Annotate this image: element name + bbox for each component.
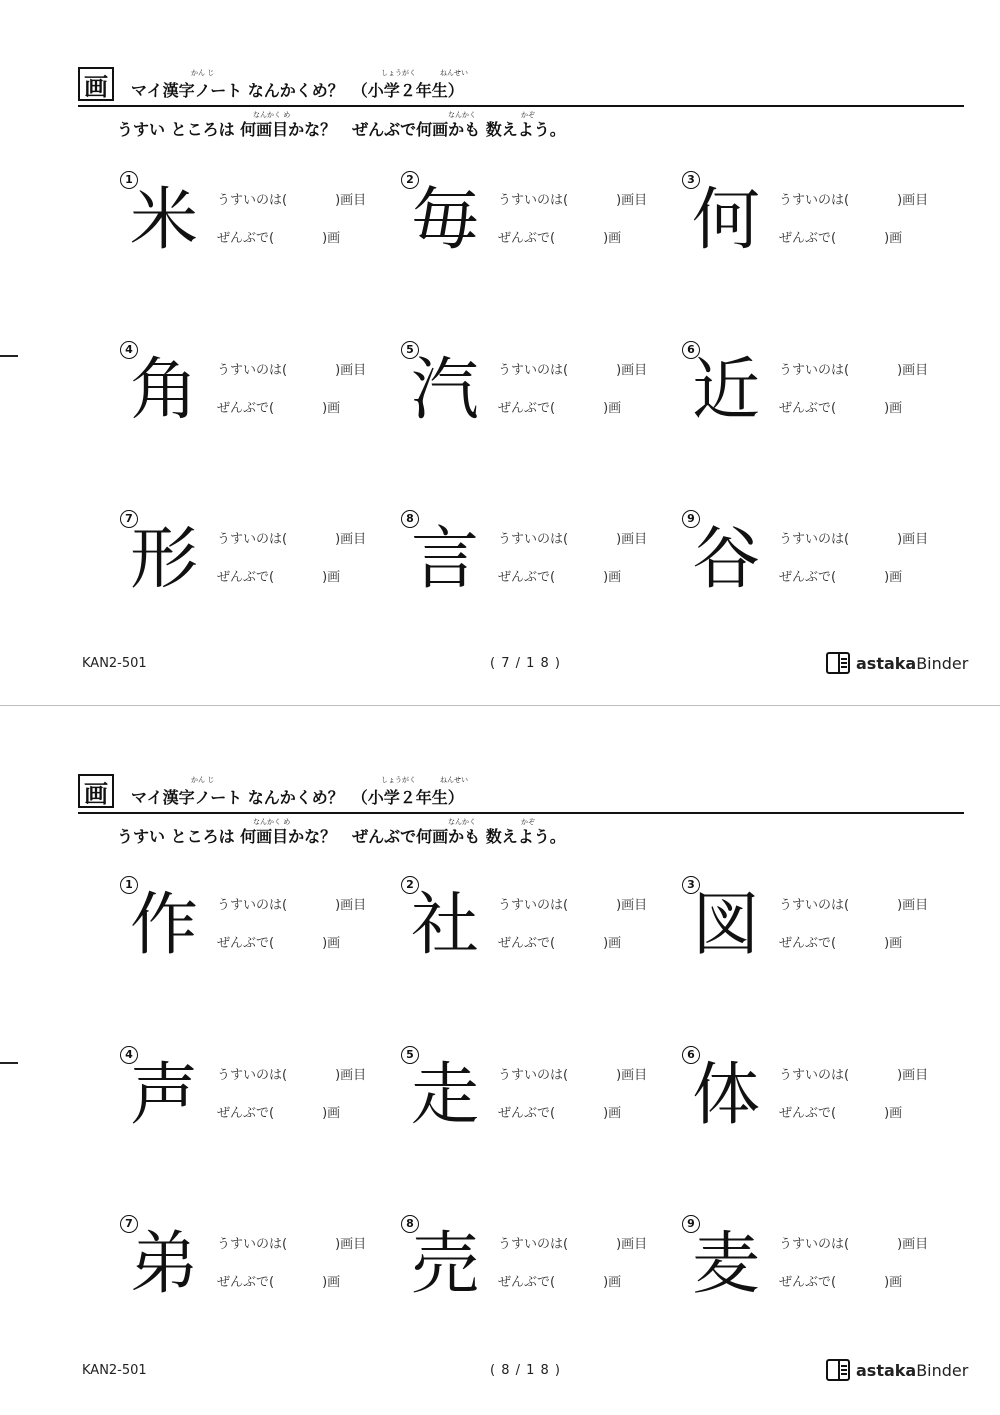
kanji-character: 図 bbox=[692, 886, 761, 965]
kanji-character: 形 bbox=[130, 520, 199, 599]
total-stroke-line: ぜんぶで( )画 bbox=[498, 401, 622, 416]
ruby-kanji: かん じ bbox=[191, 69, 215, 77]
ruby-nankaku: なんかく bbox=[448, 818, 476, 826]
item-number: 7 bbox=[120, 1215, 138, 1233]
worksheet-page-7 bbox=[0, 0, 1000, 705]
thin-stroke-line: うすいのは( )画目 bbox=[779, 1237, 929, 1252]
kanji-item bbox=[120, 341, 380, 451]
kanji-item bbox=[401, 1215, 661, 1325]
instruction-part1: うすい ところは 何画目かな？ bbox=[117, 120, 337, 139]
worksheet-code: KAN2-501 bbox=[82, 656, 147, 671]
kanji-character: 米 bbox=[130, 181, 199, 260]
total-stroke-line: ぜんぶで( )画 bbox=[779, 936, 903, 951]
total-stroke-line: ぜんぶで( )画 bbox=[779, 231, 903, 246]
item-number: 2 bbox=[401, 876, 419, 894]
total-stroke-line: ぜんぶで( )画 bbox=[779, 1275, 903, 1290]
thin-stroke-line: うすいのは( )画目 bbox=[498, 363, 648, 378]
total-stroke-line: ぜんぶで( )画 bbox=[498, 231, 622, 246]
item-number: 4 bbox=[120, 1046, 138, 1064]
kanji-character: 汽 bbox=[411, 351, 480, 430]
ruby-shougaku: しょうがく bbox=[381, 69, 416, 77]
kanji-item bbox=[120, 1046, 380, 1156]
thin-stroke-line: うすいのは( )画目 bbox=[217, 532, 367, 547]
thin-stroke-line: うすいのは( )画目 bbox=[498, 1068, 648, 1083]
page-title bbox=[131, 78, 464, 101]
thin-stroke-line: うすいのは( )画目 bbox=[217, 363, 367, 378]
kaku-logo: 画 bbox=[78, 774, 114, 808]
kanji-item bbox=[682, 171, 942, 281]
kanji-item bbox=[120, 171, 380, 281]
page-title bbox=[131, 785, 464, 808]
ruby-kanji: かん じ bbox=[191, 776, 215, 784]
brand-name: astakaBinder bbox=[856, 653, 969, 673]
item-number: 1 bbox=[120, 171, 138, 189]
ruby-kazo: かぞ bbox=[521, 111, 535, 119]
total-stroke-line: ぜんぶで( )画 bbox=[779, 570, 903, 585]
grade-text: （小学２年生） bbox=[351, 81, 464, 100]
total-stroke-line: ぜんぶで( )画 bbox=[779, 401, 903, 416]
thin-stroke-line: うすいのは( )画目 bbox=[217, 1237, 367, 1252]
item-number: 5 bbox=[401, 341, 419, 359]
ruby-kazo: かぞ bbox=[521, 818, 535, 826]
instruction bbox=[117, 117, 566, 140]
kaku-logo: 画 bbox=[78, 67, 114, 101]
thin-stroke-line: うすいのは( )画目 bbox=[779, 1068, 929, 1083]
kanji-item bbox=[401, 1046, 661, 1156]
kanji-item bbox=[120, 1215, 380, 1325]
brand-logo bbox=[826, 1359, 968, 1381]
thin-stroke-line: うすいのは( )画目 bbox=[498, 898, 648, 913]
kanji-character: 体 bbox=[692, 1056, 761, 1135]
page-number: ( 8 / 1 8 ) bbox=[490, 1363, 561, 1378]
ruby-nankaku: なんかく bbox=[448, 111, 476, 119]
kanji-item bbox=[682, 876, 942, 986]
kanji-character: 麦 bbox=[692, 1225, 761, 1304]
kanji-character: 毎 bbox=[411, 181, 480, 260]
title-text: マイ漢字ノート なんかくめ？ bbox=[131, 81, 344, 100]
kanji-item bbox=[682, 1215, 942, 1325]
total-stroke-line: ぜんぶで( )画 bbox=[498, 1275, 622, 1290]
thin-stroke-line: うすいのは( )画目 bbox=[779, 532, 929, 547]
item-number: 9 bbox=[682, 1215, 700, 1233]
page-footer bbox=[0, 653, 1000, 676]
kanji-character: 何 bbox=[692, 181, 761, 260]
worksheet-page-8 bbox=[0, 707, 1000, 1412]
item-number: 6 bbox=[682, 1046, 700, 1064]
book-icon bbox=[826, 652, 850, 674]
thin-stroke-line: うすいのは( )画目 bbox=[779, 363, 929, 378]
item-number: 4 bbox=[120, 341, 138, 359]
instruction-part1: うすい ところは 何画目かな？ bbox=[117, 827, 337, 846]
thin-stroke-line: うすいのは( )画目 bbox=[498, 193, 648, 208]
item-number: 9 bbox=[682, 510, 700, 528]
ruby-nankakume: なんかく め bbox=[253, 111, 291, 119]
grade-text: （小学２年生） bbox=[351, 788, 464, 807]
book-icon bbox=[826, 1359, 850, 1381]
total-stroke-line: ぜんぶで( )画 bbox=[217, 231, 341, 246]
instruction-part2: ぜんぶで何画かも 数えよう。 bbox=[352, 827, 566, 846]
ruby-nankakume: なんかく め bbox=[253, 818, 291, 826]
item-number: 8 bbox=[401, 1215, 419, 1233]
total-stroke-line: ぜんぶで( )画 bbox=[498, 936, 622, 951]
kanji-item bbox=[401, 510, 661, 620]
thin-stroke-line: うすいのは( )画目 bbox=[217, 898, 367, 913]
item-number: 6 bbox=[682, 341, 700, 359]
thin-stroke-line: うすいのは( )画目 bbox=[779, 898, 929, 913]
thin-stroke-line: うすいのは( )画目 bbox=[498, 1237, 648, 1252]
total-stroke-line: ぜんぶで( )画 bbox=[217, 401, 341, 416]
item-number: 1 bbox=[120, 876, 138, 894]
total-stroke-line: ぜんぶで( )画 bbox=[217, 936, 341, 951]
kanji-character: 近 bbox=[692, 351, 761, 430]
kanji-item bbox=[120, 510, 380, 620]
thin-stroke-line: うすいのは( )画目 bbox=[217, 1068, 367, 1083]
worksheet-code: KAN2-501 bbox=[82, 1363, 147, 1378]
page-header bbox=[78, 67, 964, 107]
kanji-character: 弟 bbox=[130, 1225, 199, 1304]
item-number: 2 bbox=[401, 171, 419, 189]
page-footer bbox=[0, 1360, 1000, 1383]
total-stroke-line: ぜんぶで( )画 bbox=[217, 1275, 341, 1290]
page-number: ( 7 / 1 8 ) bbox=[490, 656, 561, 671]
kanji-item bbox=[401, 876, 661, 986]
item-number: 3 bbox=[682, 876, 700, 894]
kanji-item bbox=[682, 510, 942, 620]
total-stroke-line: ぜんぶで( )画 bbox=[779, 1106, 903, 1121]
brand-name: astakaBinder bbox=[856, 1360, 969, 1380]
total-stroke-line: ぜんぶで( )画 bbox=[217, 1106, 341, 1121]
thin-stroke-line: うすいのは( )画目 bbox=[217, 193, 367, 208]
item-number: 8 bbox=[401, 510, 419, 528]
page-divider bbox=[0, 705, 1000, 706]
instruction-part2: ぜんぶで何画かも 数えよう。 bbox=[352, 120, 566, 139]
kanji-item bbox=[401, 171, 661, 281]
kanji-character: 谷 bbox=[692, 520, 761, 599]
kanji-character: 社 bbox=[411, 886, 480, 965]
kanji-item bbox=[682, 341, 942, 451]
item-number: 7 bbox=[120, 510, 138, 528]
thin-stroke-line: うすいのは( )画目 bbox=[779, 193, 929, 208]
ruby-nensei: ねんせい bbox=[440, 776, 468, 784]
kanji-character: 角 bbox=[130, 351, 199, 430]
brand-logo bbox=[826, 652, 968, 674]
kanji-character: 声 bbox=[130, 1056, 199, 1135]
ruby-shougaku: しょうがく bbox=[381, 776, 416, 784]
item-number: 3 bbox=[682, 171, 700, 189]
thin-stroke-line: うすいのは( )画目 bbox=[498, 532, 648, 547]
kanji-character: 売 bbox=[411, 1225, 480, 1304]
total-stroke-line: ぜんぶで( )画 bbox=[217, 570, 341, 585]
kanji-character: 走 bbox=[411, 1056, 480, 1135]
instruction bbox=[117, 824, 566, 847]
ruby-nensei: ねんせい bbox=[440, 69, 468, 77]
kanji-item bbox=[682, 1046, 942, 1156]
kanji-character: 言 bbox=[411, 520, 480, 599]
total-stroke-line: ぜんぶで( )画 bbox=[498, 570, 622, 585]
kanji-item bbox=[120, 876, 380, 986]
total-stroke-line: ぜんぶで( )画 bbox=[498, 1106, 622, 1121]
kanji-character: 作 bbox=[130, 886, 199, 965]
title-text: マイ漢字ノート なんかくめ？ bbox=[131, 788, 344, 807]
page-header bbox=[78, 774, 964, 814]
kanji-item bbox=[401, 341, 661, 451]
item-number: 5 bbox=[401, 1046, 419, 1064]
